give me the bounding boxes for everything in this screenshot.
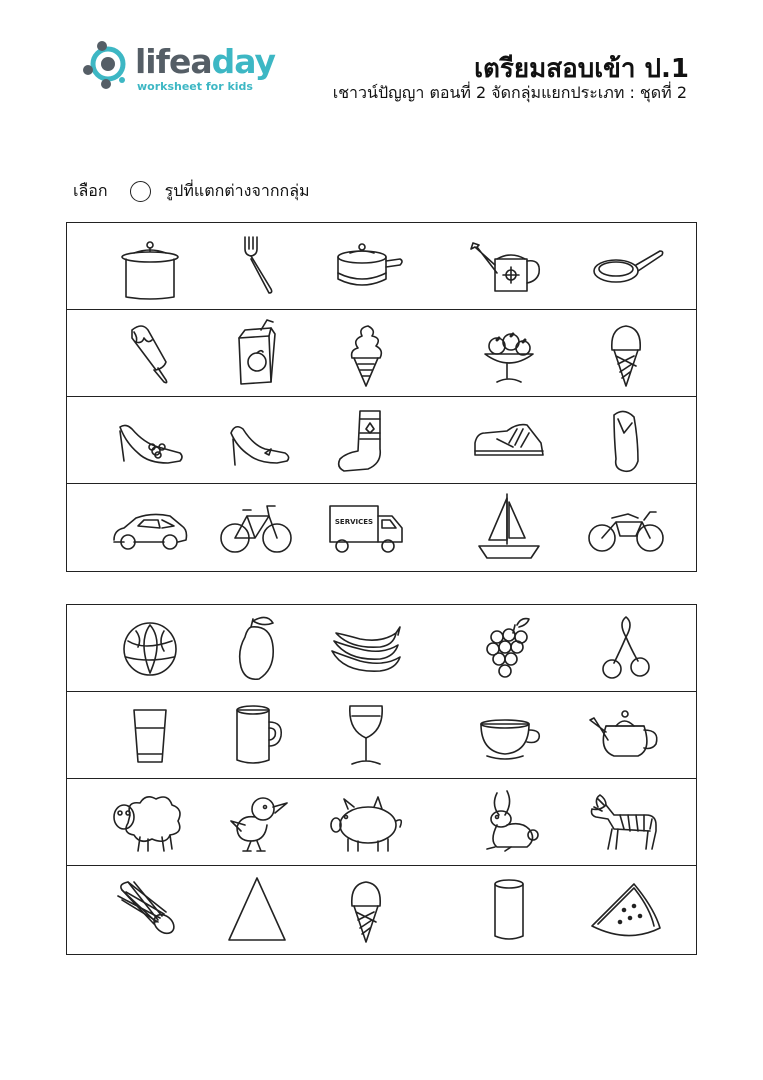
question-row xyxy=(67,692,696,779)
question-row xyxy=(67,779,696,866)
answer-choice[interactable] xyxy=(108,872,192,946)
svg-text:SERVICES: SERVICES xyxy=(334,518,374,526)
sheep-icon xyxy=(108,785,192,859)
wine-glass-icon xyxy=(324,698,408,772)
high-heel-sandal-icon xyxy=(108,403,192,477)
mug-icon xyxy=(215,698,299,772)
teapot-icon xyxy=(584,698,668,772)
answer-choice[interactable] xyxy=(215,698,299,772)
answer-choice[interactable] xyxy=(584,403,668,477)
mango-icon xyxy=(215,611,299,685)
answer-choice[interactable] xyxy=(584,872,668,946)
flip-flop-icon xyxy=(584,403,668,477)
logo-mark-icon xyxy=(82,40,134,95)
answer-choice[interactable] xyxy=(108,698,192,772)
answer-choice[interactable] xyxy=(324,611,408,685)
answer-choice[interactable] xyxy=(584,785,668,859)
logo-word-part-accent: day xyxy=(211,42,276,81)
answer-choice[interactable] xyxy=(584,229,668,303)
rabbit-icon xyxy=(467,785,551,859)
high-heel-shoe-icon xyxy=(215,403,299,477)
sailboat-icon xyxy=(467,490,551,564)
delivery-truck-icon xyxy=(324,490,408,564)
answer-choice[interactable] xyxy=(215,785,299,859)
soft-serve-cone-icon xyxy=(324,316,408,390)
lifeaday-logo xyxy=(82,40,276,95)
can-icon xyxy=(467,872,551,946)
question-row xyxy=(67,397,696,484)
answer-choice[interactable] xyxy=(324,229,408,303)
instruction xyxy=(73,178,310,204)
answer-choice[interactable] xyxy=(108,490,192,564)
fork-icon xyxy=(215,229,299,303)
ice-cream-cone-icon xyxy=(324,872,408,946)
car-icon xyxy=(108,490,192,564)
question-row xyxy=(67,866,696,953)
pig-icon xyxy=(324,785,408,859)
answer-choice[interactable] xyxy=(467,785,551,859)
question-panel-2 xyxy=(66,604,697,955)
logo-wordmark xyxy=(135,42,275,81)
answer-choice[interactable] xyxy=(108,785,192,859)
grapes-icon xyxy=(467,611,551,685)
question-row xyxy=(67,223,696,310)
answer-circle-icon xyxy=(130,181,151,202)
zebra-icon xyxy=(584,785,668,859)
drinking-glass-icon xyxy=(108,698,192,772)
chick-icon xyxy=(215,785,299,859)
logo-word-part: lifea xyxy=(135,42,212,81)
instruction-suffix: รูปที่แตกต่างจากกลุ่ม xyxy=(164,180,310,200)
answer-choice[interactable] xyxy=(324,698,408,772)
bicycle-icon xyxy=(215,490,299,564)
answer-choice[interactable] xyxy=(467,229,551,303)
page-subtitle: เชาวน์ปัญญา ตอนที่ 2 จัดกลุ่มแยกประเภท : ชุดที่ 2 xyxy=(332,83,687,102)
answer-choice[interactable] xyxy=(215,229,299,303)
pot-icon xyxy=(108,229,192,303)
answer-choice[interactable] xyxy=(324,872,408,946)
answer-choice[interactable] xyxy=(215,490,299,564)
sneaker-icon xyxy=(467,403,551,477)
answer-choice[interactable] xyxy=(108,229,192,303)
answer-choice[interactable] xyxy=(584,611,668,685)
answer-choice[interactable] xyxy=(215,403,299,477)
page-title: เตรียมสอบเข้า ป.1 xyxy=(474,54,689,84)
answer-choice[interactable] xyxy=(584,316,668,390)
answer-choice[interactable] xyxy=(467,872,551,946)
watering-can-icon xyxy=(467,229,551,303)
question-row xyxy=(67,484,696,571)
answer-choice[interactable] xyxy=(324,403,408,477)
logo-tagline: worksheet for kids xyxy=(137,80,253,93)
triangle-icon xyxy=(215,872,299,946)
answer-choice[interactable] xyxy=(108,403,192,477)
answer-choice[interactable] xyxy=(467,403,551,477)
question-panel-1 xyxy=(66,222,697,572)
popsicle-icon xyxy=(108,316,192,390)
answer-choice[interactable] xyxy=(324,785,408,859)
answer-choice[interactable] xyxy=(108,316,192,390)
juice-box-icon xyxy=(215,316,299,390)
answer-choice[interactable] xyxy=(584,698,668,772)
answer-choice[interactable] xyxy=(108,611,192,685)
bananas-icon xyxy=(324,611,408,685)
answer-choice[interactable] xyxy=(584,490,668,564)
answer-choice[interactable] xyxy=(467,490,551,564)
question-row xyxy=(67,310,696,397)
watermelon-slice-icon xyxy=(584,872,668,946)
question-row xyxy=(67,605,696,692)
answer-choice[interactable] xyxy=(467,698,551,772)
answer-choice[interactable] xyxy=(215,611,299,685)
answer-choice[interactable] xyxy=(324,490,408,564)
answer-choice[interactable] xyxy=(324,316,408,390)
teacup-icon xyxy=(467,698,551,772)
ice-cream-cone-icon xyxy=(584,316,668,390)
instruction-prefix: เลือก xyxy=(73,180,108,200)
sock-icon xyxy=(324,403,408,477)
answer-choice[interactable] xyxy=(215,872,299,946)
cherries-icon xyxy=(584,611,668,685)
answer-choice[interactable] xyxy=(215,316,299,390)
answer-choice[interactable] xyxy=(467,316,551,390)
shuttlecock-icon xyxy=(108,872,192,946)
ice-cream-sundae-icon xyxy=(467,316,551,390)
cabbage-icon xyxy=(108,611,192,685)
saucepan-icon xyxy=(324,229,408,303)
frying-pan-icon xyxy=(584,229,668,303)
answer-choice[interactable] xyxy=(467,611,551,685)
motorcycle-icon xyxy=(584,490,668,564)
